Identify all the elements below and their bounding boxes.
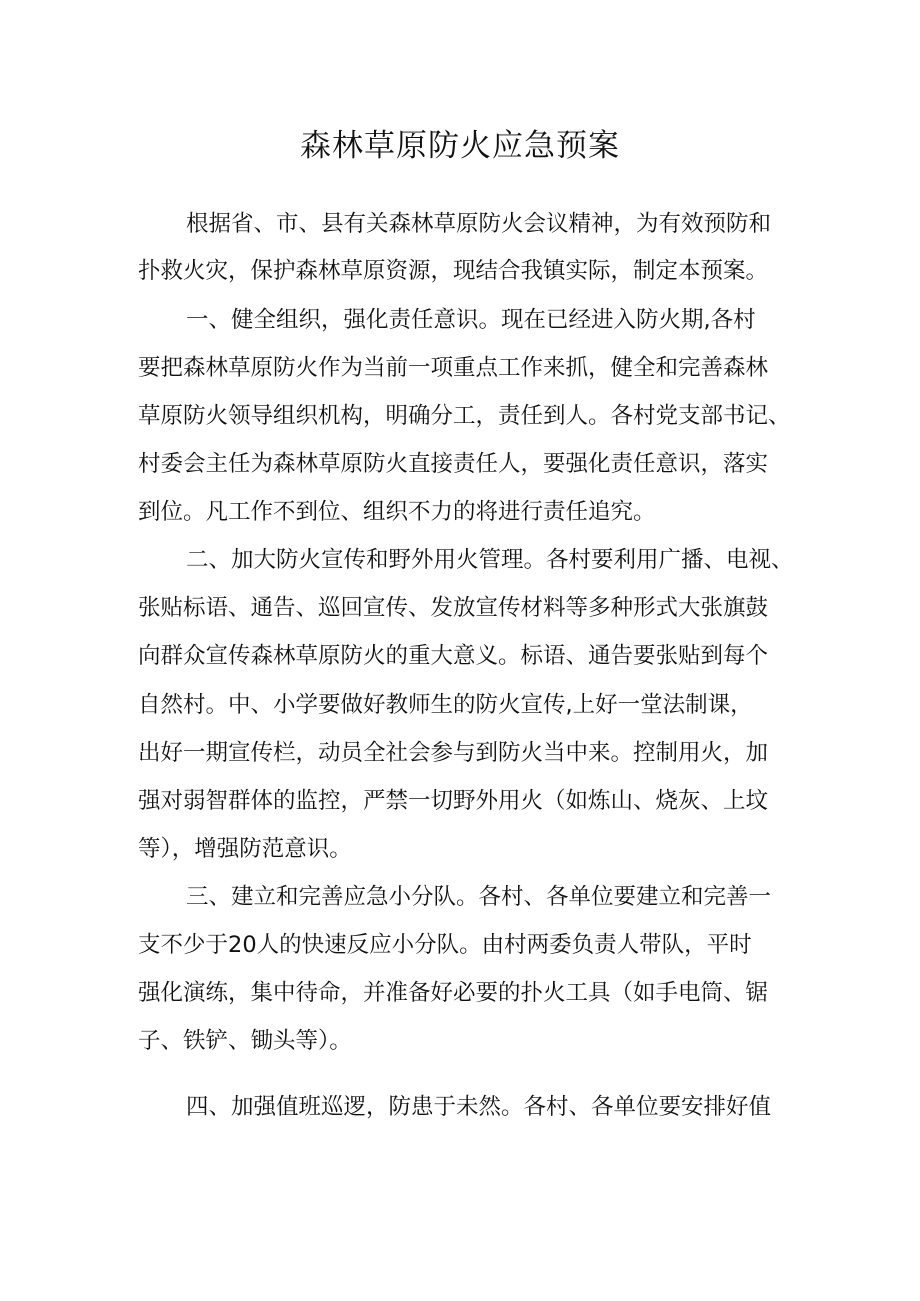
text-line: 根据省、市、县有关森林草原防火会议精神，为有效预防和: [186, 211, 772, 237]
document-title: 森林草原防火应急预案: [300, 128, 620, 164]
text-line: 一、健全组织，强化责任意识。现在已经进入防火期,各村: [186, 307, 756, 333]
text-line: 等），增强防范意识。: [138, 836, 352, 862]
text-line: 强化演练，集中待命，并准备好必要的扑火工具（如手电筒、锯: [138, 980, 769, 1006]
text-line: 三、建立和完善应急小分队。各村、各单位要建立和完善一: [186, 884, 772, 910]
text-line: 自然村。中、小学要做好教师生的防火宣传,上好一堂法制课，: [138, 692, 753, 718]
text-line: 要把森林草原防火作为当前一项重点工作来抓，健全和完善森林: [138, 355, 769, 381]
text-line: 子、铁铲、锄头等）。: [138, 1028, 352, 1054]
text-line: 二、加大防火宣传和野外用火管理。各村要利用广播、电视、: [186, 547, 794, 573]
text-line: 村委会主任为森林草原防火直接责任人，要强化责任意识，落实: [138, 451, 769, 477]
text-line: 草原防火领导组织机构，明确分工，责任到人。各村党支部书记、: [138, 403, 791, 429]
text-line: 扑救火灾，保护森林草原资源，现结合我镇实际，制定本预案。: [138, 258, 769, 284]
text-line: 向群众宣传森林草原防火的重大意义。标语、通告要张贴到每个: [138, 643, 769, 669]
text-line: 到位。凡工作不到位、组织不力的将进行责任追究。: [138, 499, 656, 525]
text-line: 出好一期宣传栏，动员全社会参与到防火当中来。控制用火，加: [138, 740, 769, 766]
text-line: 四、加强值班巡逻，防患于未然。各村、各单位要安排好值: [186, 1094, 772, 1120]
text-line: 强对弱智群体的监控，严禁一切野外用火（如炼山、烧灰、上坟: [138, 788, 769, 814]
text-line: 支不少于20人的快速反应小分队。由村两委负责人带队，平时: [138, 932, 752, 958]
text-line: 张贴标语、通告、巡回宣传、发放宣传材料等多种形式大张旗鼓: [138, 595, 769, 621]
